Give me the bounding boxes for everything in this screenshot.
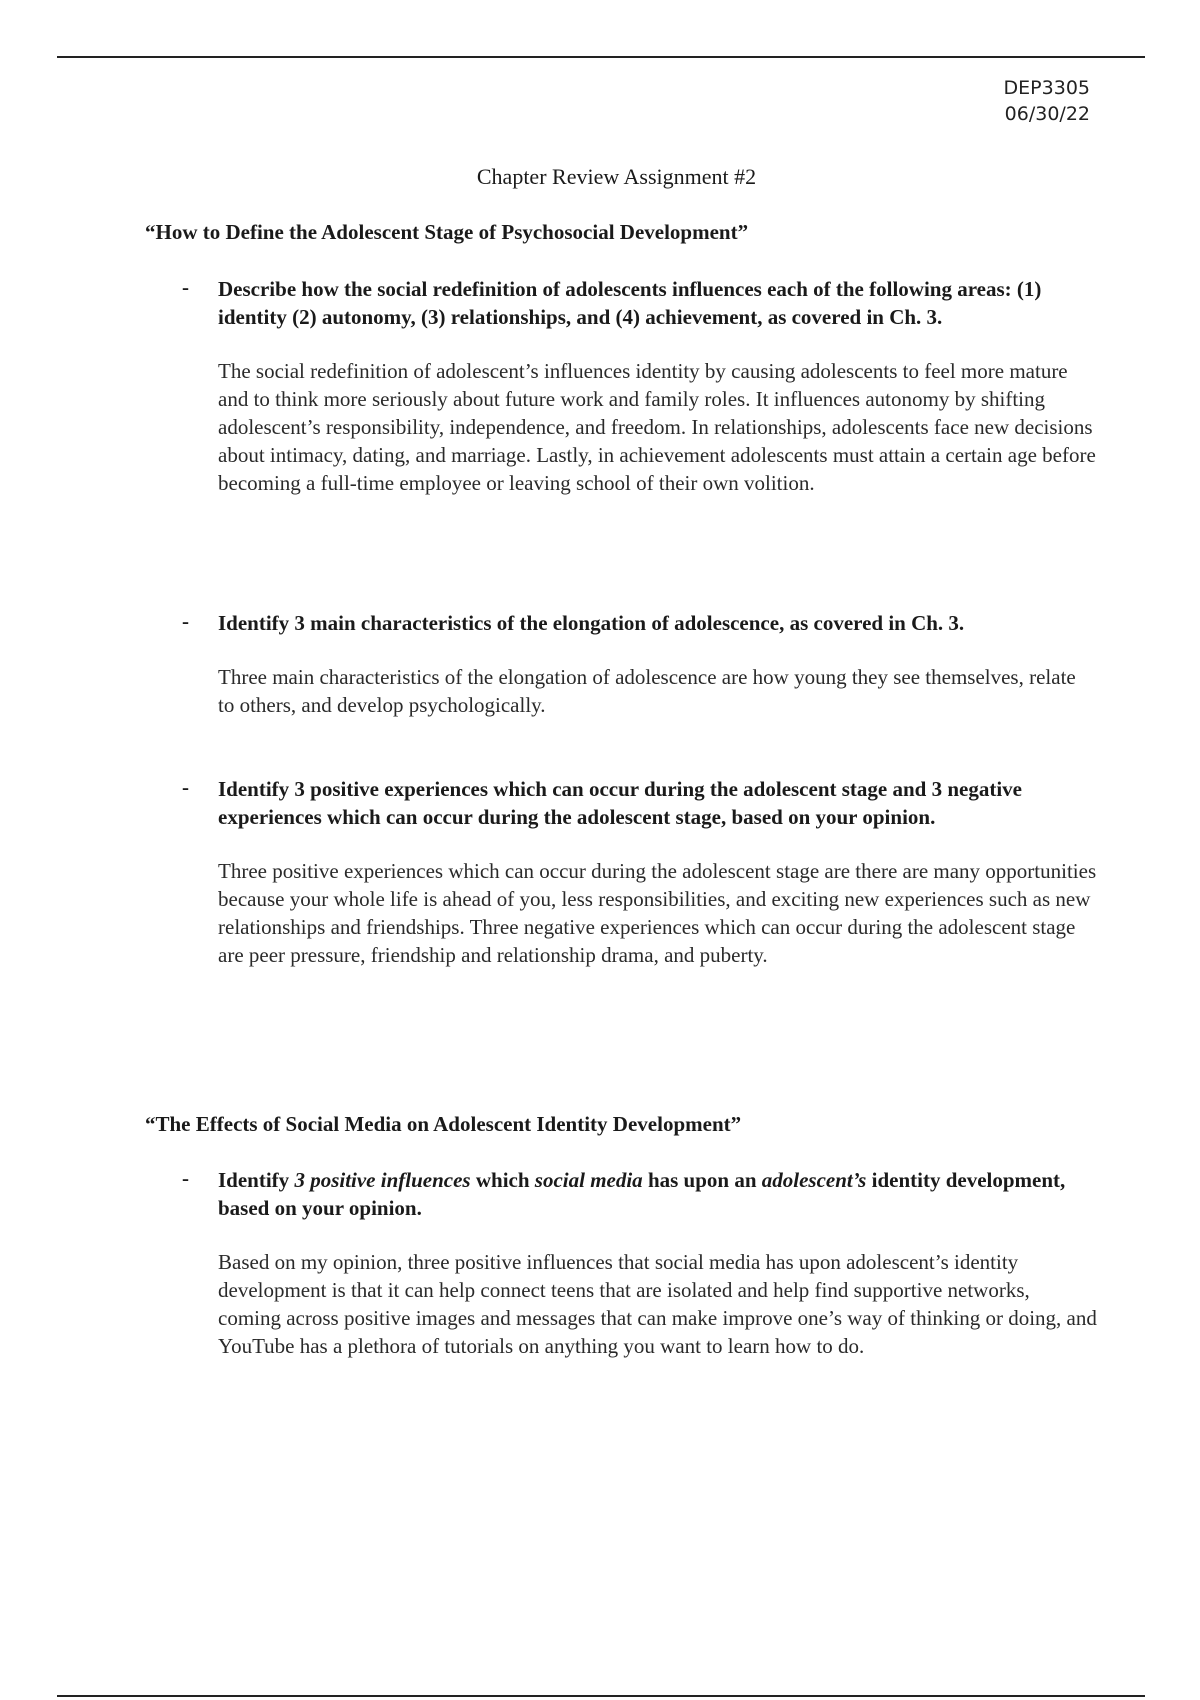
- bullet-dash: -: [182, 275, 189, 299]
- bullet-dash: -: [182, 1166, 189, 1190]
- assignment-date: 06/30/22: [1004, 103, 1090, 125]
- question-item-2: [182, 609, 1097, 719]
- question-part-emphasis: social media: [534, 1168, 643, 1192]
- section-heading-2: “The Effects of Social Media on Adolescent Identity Development”: [145, 1112, 742, 1136]
- bottom-rule: [57, 1695, 1145, 1697]
- question-part: has upon an: [642, 1168, 762, 1192]
- bullet-dash: -: [182, 609, 189, 633]
- question-part-emphasis: 3 positive influences: [294, 1168, 471, 1192]
- question-text: [218, 1166, 1097, 1222]
- header-meta: [1004, 75, 1090, 127]
- question-part: which: [470, 1168, 535, 1192]
- question-item-3: [182, 775, 1097, 969]
- answer-text: Three positive experiences which can occur during the adolescent stage are there are many opportunities because your whole life is ahead of you, less responsibilities, and exciting new experiences such as new relationships and friendships. Three negative experiences which can occur during the adolescent stage are peer pressure, friendship and relationship drama, and puberty.: [218, 859, 1097, 967]
- question-text: Identify 3 positive experiences which can occur during the adolescent stage and 3 negative experiences which can occur during the adolescent stage, based on your opinion.: [218, 777, 1022, 829]
- question-item-4: [182, 1166, 1097, 1360]
- answer-text: Based on my opinion, three positive influences that social media has upon adolescent’s identity development is that it can help connect teens that are isolated and help find supportive networks, coming across positive images and messages that can make improve one’s way of thinking or doing, and YouTube has a plethora of tutorials on anything you want to learn how to do.: [218, 1250, 1097, 1358]
- bullet-dash: -: [182, 775, 189, 799]
- question-part-emphasis: adolescent’s: [761, 1168, 867, 1192]
- question-part: identity development, based on your opinion.: [218, 1168, 1066, 1220]
- question-item-1: [182, 275, 1097, 497]
- question-text: Describe how the social redefinition of adolescents influences each of the following areas: (1) identity (2) autonomy, (3) relationships, and (4) achievement, as covered in Ch. 3.: [218, 277, 1042, 329]
- page-title: Chapter Review Assignment #2: [476, 164, 757, 189]
- answer-text: Three main characteristics of the elongation of adolescence are how young they see themselves, relate to others, and develop psychologically.: [218, 665, 1076, 717]
- answer-text: The social redefinition of adolescent’s influences identity by causing adolescents to feel more mature and to think more seriously about future work and family roles. It influences autonomy by shifting adolescent’s responsibility, independence, and freedom. In relationships, adolescents face new decisions about intimacy, dating, and marriage. Lastly, in achievement adolescents must attain a certain age before becoming a full-time employee or leaving school of their own volition.: [218, 359, 1096, 495]
- section-heading-1: “How to Define the Adolescent Stage of Psychosocial Development”: [145, 220, 749, 244]
- course-code: DEP3305: [1003, 77, 1090, 99]
- question-text: Identify 3 main characteristics of the elongation of adolescence, as covered in Ch. 3.: [218, 611, 965, 635]
- question-part: Identify: [218, 1168, 295, 1192]
- top-rule: [57, 56, 1145, 58]
